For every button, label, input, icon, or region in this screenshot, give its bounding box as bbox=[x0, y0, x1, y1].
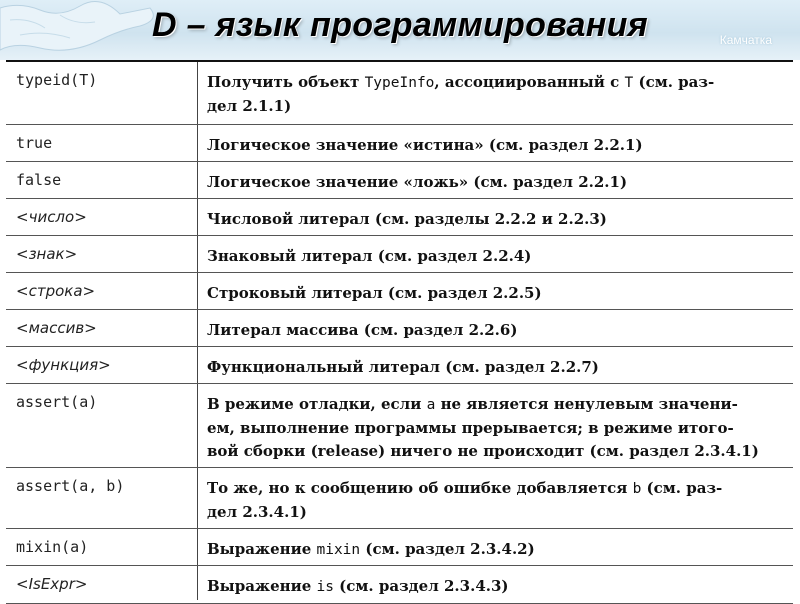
inline-code: a bbox=[426, 396, 436, 413]
description-cell bbox=[197, 198, 793, 235]
description-cell bbox=[197, 528, 793, 565]
term-cell: <функция> bbox=[16, 355, 111, 374]
description-text: Строковый литерал (см. раздел 2.2.5) bbox=[207, 283, 542, 302]
description-line bbox=[207, 538, 787, 562]
inline-code: TypeInfo bbox=[364, 75, 435, 91]
watermark-text: Камчатка bbox=[719, 33, 772, 47]
description-text: В режиме отладки, если bbox=[207, 394, 427, 413]
title-banner bbox=[0, 0, 800, 60]
table-row bbox=[6, 198, 793, 235]
term-cell: <строка> bbox=[16, 281, 96, 300]
description-line bbox=[207, 575, 787, 599]
operators-table bbox=[6, 62, 793, 604]
table-row bbox=[6, 383, 793, 467]
description-line bbox=[207, 440, 787, 463]
term-placeholder: IsExpr bbox=[28, 574, 75, 593]
description-line bbox=[207, 417, 787, 440]
description-text: ем, выполнение программы прерывается; в режиме итого- bbox=[207, 418, 734, 437]
description-text: Логическое значение «ложь» (см. раздел 2.2.1) bbox=[207, 172, 628, 191]
term-cell: mixin(a) bbox=[16, 537, 89, 556]
term-placeholder: число bbox=[28, 207, 75, 226]
description-text: (см. раздел 2.3.4.2) bbox=[360, 539, 535, 558]
description-line bbox=[207, 95, 787, 118]
table-row bbox=[6, 272, 793, 309]
term-cell: <массив> bbox=[16, 318, 97, 337]
description-text: (см. раз- bbox=[641, 478, 723, 497]
table-row bbox=[6, 161, 793, 198]
description-cell bbox=[197, 62, 793, 124]
description-cell bbox=[197, 467, 793, 528]
table-row bbox=[6, 124, 793, 161]
term-placeholder: знак bbox=[28, 244, 65, 263]
description-cell bbox=[197, 383, 793, 467]
description-text: Выражение bbox=[207, 576, 317, 595]
description-cell bbox=[197, 309, 793, 346]
table-row bbox=[6, 528, 793, 565]
table-row bbox=[6, 467, 793, 528]
description-line bbox=[207, 477, 787, 501]
description-line bbox=[207, 134, 787, 157]
operators-table-area bbox=[6, 60, 793, 600]
table-row bbox=[6, 346, 793, 383]
table-row bbox=[6, 309, 793, 346]
term-cell: typeid(T) bbox=[16, 71, 98, 89]
description-text: (см. раздел 2.3.4.3) bbox=[333, 576, 509, 595]
description-text: То же, но к сообщению об ошибке добавляется bbox=[207, 478, 633, 497]
description-cell bbox=[197, 346, 793, 383]
inline-code: b bbox=[632, 480, 642, 497]
term-placeholder: строка bbox=[28, 281, 83, 300]
description-text: не является ненулевым значени- bbox=[435, 394, 738, 413]
description-line bbox=[207, 319, 787, 342]
term-cell: true bbox=[16, 133, 53, 152]
term-cell: assert(a) bbox=[16, 392, 98, 411]
description-text: Логическое значение «истина» (см. раздел 2.2.1) bbox=[207, 135, 643, 154]
description-cell bbox=[197, 235, 793, 272]
description-cell bbox=[197, 161, 793, 198]
description-text: дел 2.3.4.1) bbox=[207, 502, 307, 521]
description-text: Литерал массива (см. раздел 2.2.6) bbox=[207, 320, 518, 339]
description-line bbox=[207, 356, 787, 379]
description-line bbox=[207, 71, 787, 95]
description-text: Получить объект bbox=[207, 73, 365, 91]
description-text: вой сборки (release) ничего не происходит (см. раздел 2.3.4.1) bbox=[207, 441, 759, 460]
term-cell: <число> bbox=[16, 207, 87, 226]
description-text: , ассоциированный с bbox=[434, 73, 625, 91]
term-cell: false bbox=[16, 170, 62, 189]
description-cell bbox=[197, 124, 793, 161]
description-text: Знаковый литерал (см. раздел 2.2.4) bbox=[207, 246, 532, 265]
table-row bbox=[6, 62, 793, 124]
description-cell bbox=[197, 565, 793, 603]
term-cell: <IsExpr> bbox=[16, 574, 88, 593]
table-row bbox=[6, 235, 793, 272]
term-placeholder: массив bbox=[28, 318, 85, 337]
description-line bbox=[207, 282, 787, 305]
inline-code: mixin bbox=[316, 541, 361, 558]
description-cell bbox=[197, 272, 793, 309]
description-line bbox=[207, 245, 787, 268]
term-cell: <знак> bbox=[16, 244, 78, 263]
description-line bbox=[207, 393, 787, 417]
description-text: Выражение bbox=[207, 539, 317, 558]
term-cell: assert(a, b) bbox=[16, 476, 125, 495]
description-text: Функциональный литерал (см. раздел 2.2.7) bbox=[207, 357, 599, 376]
page-title: D – язык программирования bbox=[151, 6, 648, 44]
table-row bbox=[6, 565, 793, 603]
description-line bbox=[207, 501, 787, 524]
term-placeholder: функция bbox=[28, 355, 99, 374]
inline-code: T bbox=[624, 75, 634, 91]
description-line bbox=[207, 208, 787, 231]
description-line bbox=[207, 171, 787, 194]
inline-code: is bbox=[316, 578, 334, 595]
description-text: (см. раз- bbox=[633, 73, 715, 91]
description-text: Числовой литерал (см. разделы 2.2.2 и 2.2.3) bbox=[207, 209, 607, 228]
description-text: дел 2.1.1) bbox=[207, 97, 292, 115]
